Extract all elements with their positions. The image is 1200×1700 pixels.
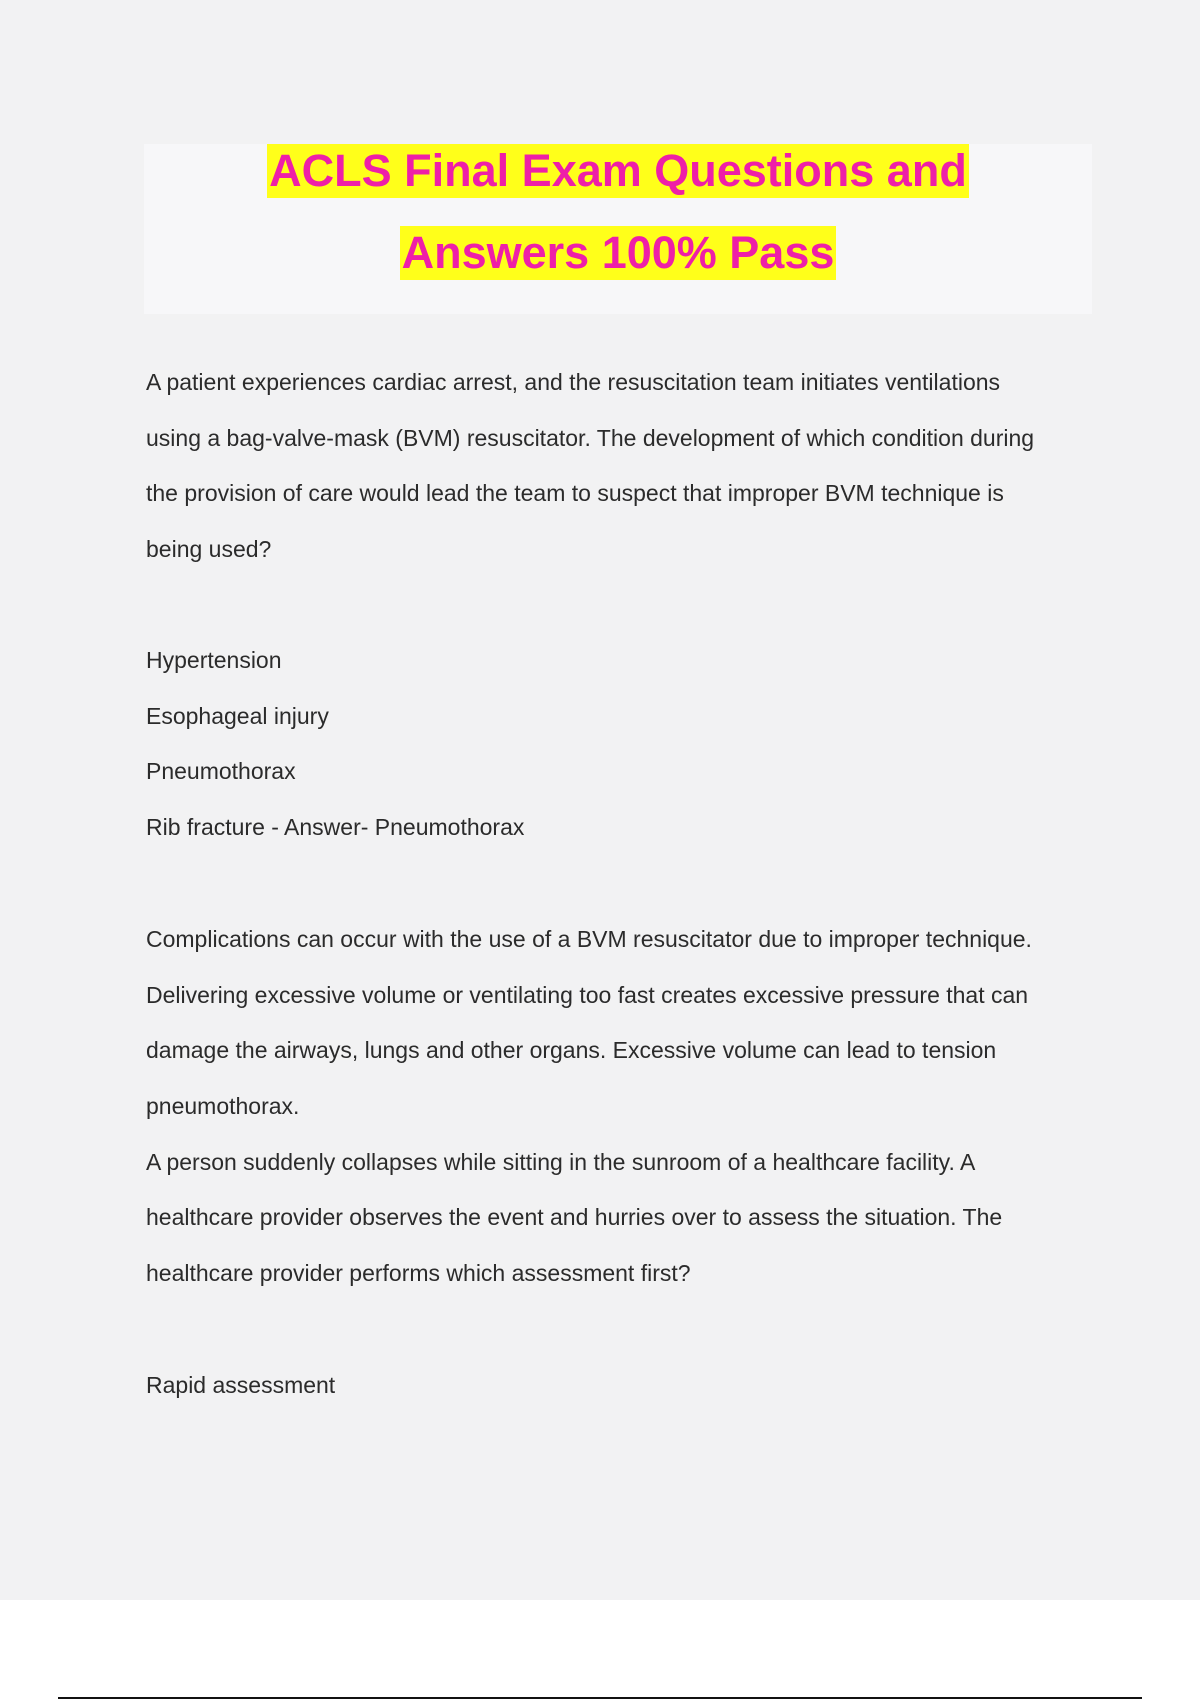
document-title-line-1: ACLS Final Exam Questions and: [269, 145, 967, 196]
title-row-1: [144, 144, 1092, 198]
question-1-line-2: using a bag-valve-mask (BVM) resuscitator. The development of which condition during: [146, 425, 1035, 451]
question-1-option-4-answer: Rib fracture - Answer- Pneumothorax: [146, 814, 525, 840]
question-1-rationale-line-4: pneumothorax.: [146, 1093, 300, 1119]
question-1-rationale-line-1: Complications can occur with the use of a BVM resuscitator due to improper technique.: [146, 926, 1032, 952]
footer-divider: [58, 1697, 1142, 1699]
question-1-option-1: Hypertension: [146, 647, 282, 673]
question-1-rationale-line-3: damage the airways, lungs and other organs. Excessive volume can lead to tension: [146, 1037, 997, 1063]
question-1-option-3: Pneumothorax: [146, 758, 296, 784]
question-1-line-4: being used?: [146, 536, 272, 562]
question-1-rationale-line-2: Delivering excessive volume or ventilating too fast creates excessive pressure that can: [146, 982, 1029, 1008]
question-2-line-3: healthcare provider performs which assessment first?: [146, 1260, 691, 1286]
question-2-line-1: A person suddenly collapses while sitting in the sunroom of a healthcare facility. A: [146, 1149, 976, 1175]
title-row-2: [144, 226, 1092, 280]
document-title-line-2: Answers 100% Pass: [401, 227, 835, 278]
question-1-option-2: Esophageal injury: [146, 703, 329, 729]
title-block: [144, 144, 1092, 314]
question-1-line-3: the provision of care would lead the team to suspect that improper BVM technique is: [146, 480, 1004, 506]
question-2-option-1: Rapid assessment: [146, 1372, 336, 1398]
question-2-line-2: healthcare provider observes the event and hurries over to assess the situation. The: [146, 1204, 1003, 1230]
question-1-line-1: A patient experiences cardiac arrest, and the resuscitation team initiates ventilations: [146, 369, 1001, 395]
